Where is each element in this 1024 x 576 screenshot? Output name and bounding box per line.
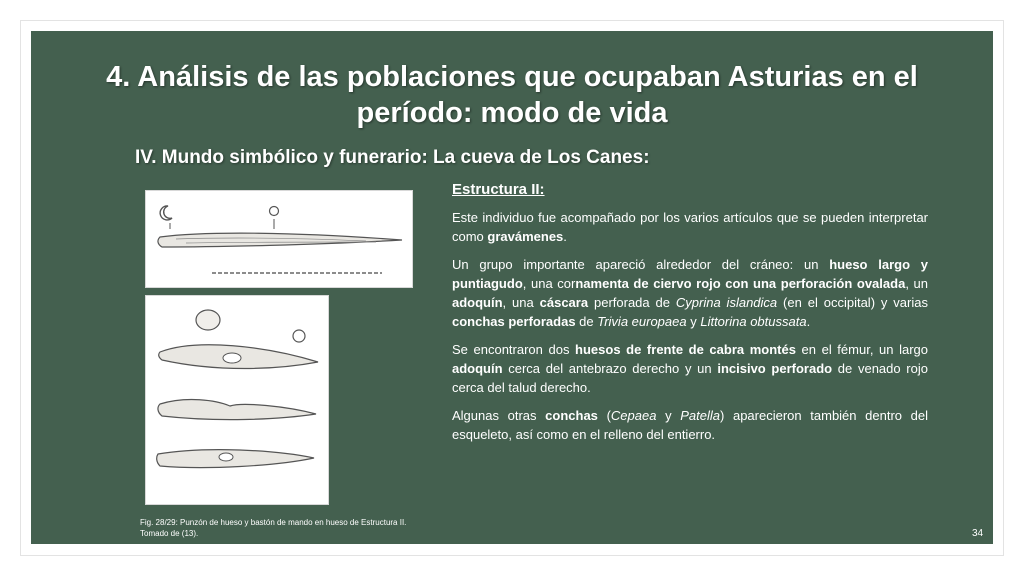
text: (en el occipital) y varias	[777, 295, 928, 310]
bone-awl-drawing	[146, 191, 412, 287]
emphasis: incisivo perforado	[717, 361, 833, 376]
bone-awl-cross-section-right	[270, 207, 279, 216]
baton-perforation	[219, 453, 233, 461]
text: Un grupo importante apareció alrededor del cráneo: un	[452, 257, 830, 272]
figure-baton-de-mando	[145, 295, 329, 505]
text: Este individuo fue acompañado por los varios artículos que se pueden interpretar como	[452, 210, 928, 244]
text: de venado rojo cerca del talud derecho.	[452, 361, 928, 395]
section-heading: Estructura II:	[452, 181, 545, 198]
slide-title: 4. Análisis de las poblaciones que ocupaban Asturias en el período: modo de vida	[106, 61, 918, 129]
text: y	[656, 408, 681, 423]
paragraph-1	[452, 208, 928, 246]
figure-bone-awl	[145, 190, 413, 288]
emphasis: adoquín	[452, 295, 503, 310]
bone-awl-cross-section-left	[160, 206, 172, 220]
figure-caption	[140, 517, 406, 539]
emphasis: conchas	[545, 408, 598, 423]
baton-cross-section-small	[293, 330, 305, 342]
emphasis: huesos de frente de cabra montés	[575, 342, 796, 357]
text: en el fémur, un largo	[795, 342, 929, 357]
text: de	[575, 314, 598, 329]
paragraph-3	[452, 340, 928, 397]
text: (	[597, 408, 611, 423]
emphasis: namenta de ciervo rojo con una perforación ovalada	[575, 276, 906, 291]
text: .	[806, 314, 811, 329]
slide	[31, 31, 993, 544]
text: perforada de	[588, 295, 676, 310]
text: .	[563, 229, 567, 244]
species-name: Cyprina islandica	[675, 295, 778, 310]
caption-line: Tomado de (13).	[140, 529, 199, 538]
text: Se encontraron dos	[452, 342, 576, 357]
species-name: Cepaea	[610, 408, 657, 423]
baton-drawings	[146, 296, 328, 504]
paragraph-2	[452, 255, 928, 331]
species-name: Patella	[680, 408, 720, 423]
baton-cross-section-large	[196, 310, 220, 330]
slide-subtitle: IV. Mundo simbólico y funerario: La cueva de Los Canes:	[135, 147, 650, 168]
text: y	[686, 314, 701, 329]
baton-bottom	[157, 450, 314, 468]
text: cerca del antebrazo derecho y un	[502, 361, 718, 376]
paragraph-4	[452, 406, 928, 444]
baton-perforation	[223, 353, 241, 363]
baton-middle	[158, 400, 316, 420]
emphasis: cáscara	[539, 295, 589, 310]
emphasis: hueso largo y puntiagudo	[452, 257, 928, 291]
species-name: Littorina obtussata	[700, 314, 807, 329]
emphasis: adoquín	[452, 361, 503, 376]
body-text	[452, 208, 928, 453]
caption-line: Fig. 28/29: Punzón de hueso y bastón de mando en hueso de Estructura II.	[140, 518, 407, 527]
text: Algunas otras	[452, 408, 546, 423]
bone-awl-outline	[158, 233, 402, 247]
text: ) aparecieron también dentro del esqueleto, así como en el relleno del entierro.	[452, 408, 929, 442]
species-name: Trivia europaea	[597, 314, 687, 329]
emphasis: gravámenes	[487, 229, 564, 244]
page-number: 34	[972, 528, 984, 539]
text: , una	[502, 295, 540, 310]
text: , una cor	[522, 276, 576, 291]
emphasis: conchas perforadas	[452, 314, 576, 329]
text: , un	[905, 276, 928, 291]
